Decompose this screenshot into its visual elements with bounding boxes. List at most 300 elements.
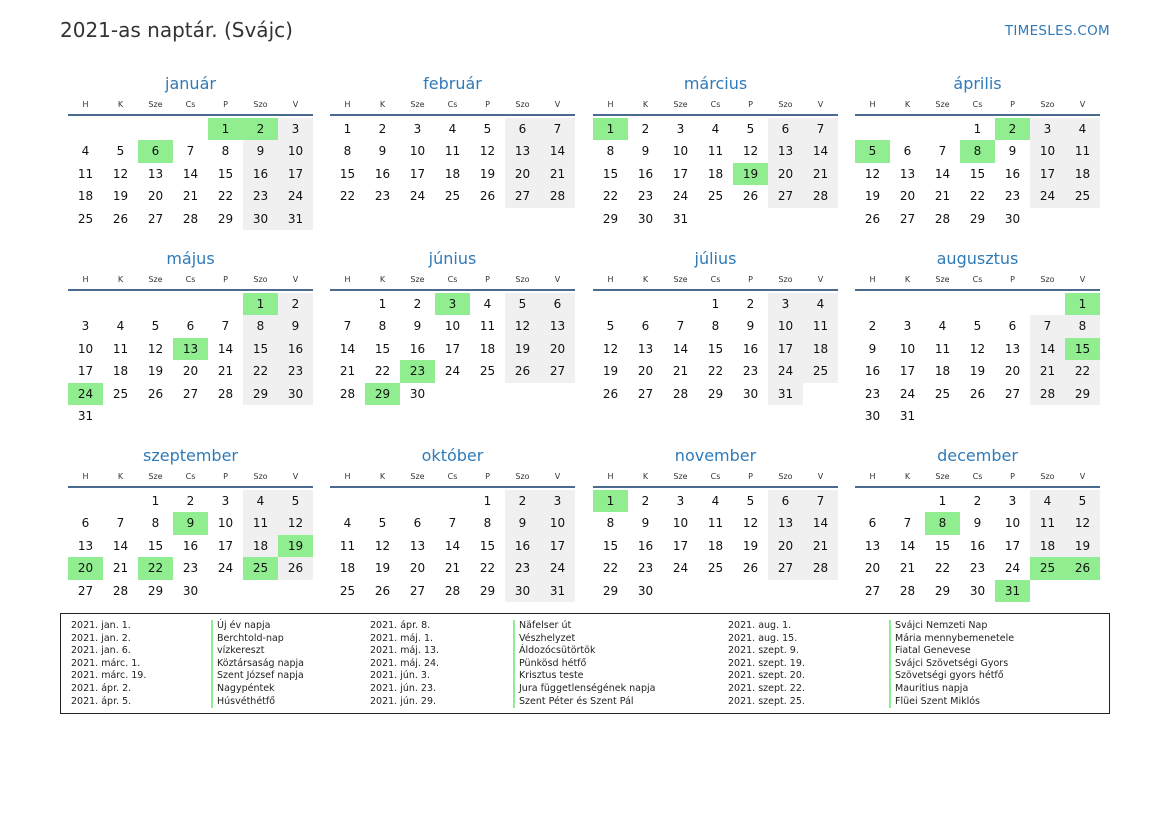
day-cell: 8 bbox=[151, 516, 160, 531]
day-cell: 3 bbox=[903, 319, 912, 334]
day-cell: 25 bbox=[112, 386, 129, 401]
day-cell: 8 bbox=[711, 319, 720, 334]
day-cell: 2 bbox=[641, 494, 650, 508]
weekday-label: K bbox=[904, 100, 911, 109]
holiday-day-cell: 1 bbox=[208, 118, 243, 140]
day-cell: 20 bbox=[768, 535, 803, 557]
day-grid bbox=[593, 118, 838, 230]
day-cell: 22 bbox=[374, 364, 391, 379]
day-cell: 25 bbox=[479, 364, 496, 379]
day-cell: 3 bbox=[676, 122, 685, 136]
day-cell: 29 bbox=[707, 386, 724, 401]
day-cell: 13 bbox=[540, 315, 575, 337]
weekday-header bbox=[855, 466, 1100, 488]
day-cell: 19 bbox=[374, 561, 391, 576]
day-cell: 30 bbox=[409, 386, 426, 401]
day-cell: 9 bbox=[278, 315, 313, 337]
day-cell: 20 bbox=[505, 163, 540, 185]
day-cell: 8 bbox=[343, 144, 352, 159]
day-cell: 28 bbox=[1030, 383, 1065, 405]
day-grid bbox=[330, 293, 575, 405]
month-name: január bbox=[165, 74, 216, 93]
day-cell: 17 bbox=[278, 163, 313, 185]
empty-cell bbox=[330, 490, 365, 512]
day-cell: 22 bbox=[602, 561, 619, 576]
day-cell: 15 bbox=[602, 538, 619, 553]
day-cell: 17 bbox=[409, 166, 426, 181]
day-cell: 28 bbox=[672, 386, 689, 401]
day-cell: 28 bbox=[803, 185, 838, 207]
weekday-label: P bbox=[1010, 275, 1015, 284]
weekday-label: Cs bbox=[447, 472, 458, 481]
empty-cell bbox=[925, 118, 960, 140]
day-cell: 8 bbox=[221, 144, 230, 159]
day-cell: 19 bbox=[742, 538, 759, 553]
empty-cell bbox=[925, 293, 960, 315]
day-cell: 20 bbox=[147, 189, 164, 204]
day-grid bbox=[855, 490, 1100, 602]
weekday-label: Sze bbox=[935, 100, 950, 109]
weekday-label: P bbox=[485, 100, 490, 109]
weekday-label: H bbox=[344, 100, 351, 109]
weekday-label: H bbox=[82, 100, 89, 109]
weekday-label: Szo bbox=[778, 472, 793, 481]
holiday-name: Vészhelyzet bbox=[513, 633, 655, 646]
holiday-day-cell: 29 bbox=[365, 383, 400, 405]
holiday-day-cell: 15 bbox=[1065, 338, 1100, 360]
weekday-label: Szo bbox=[515, 472, 530, 481]
holiday-date: 2021. szept. 20. bbox=[728, 670, 805, 682]
holiday-date: 2021. jan. 2. bbox=[71, 632, 131, 644]
day-cell: 22 bbox=[479, 561, 496, 576]
day-cell: 2 bbox=[186, 494, 195, 508]
day-grid bbox=[68, 118, 313, 230]
weekday-label: P bbox=[223, 275, 228, 284]
weekday-label: H bbox=[344, 275, 351, 284]
day-cell: 12 bbox=[602, 341, 619, 356]
day-cell: 7 bbox=[221, 319, 230, 334]
weekday-label: V bbox=[817, 472, 824, 481]
weekday-label: Cs bbox=[447, 100, 458, 109]
weekday-label: Sze bbox=[935, 275, 950, 284]
day-cell: 13 bbox=[1004, 341, 1021, 356]
day-cell: 10 bbox=[540, 512, 575, 534]
day-cell: 4 bbox=[448, 122, 457, 136]
day-cell: 13 bbox=[505, 140, 540, 162]
day-cell: 31 bbox=[278, 208, 313, 230]
day-cell: 9 bbox=[746, 319, 755, 334]
day-cell: 20 bbox=[540, 338, 575, 360]
holiday-name: Szövetségi gyors hétfő bbox=[889, 670, 1014, 683]
weekday-label: Cs bbox=[972, 472, 983, 481]
holiday-date: 2021. jún. 29. bbox=[370, 695, 437, 707]
day-cell: 20 bbox=[1004, 364, 1021, 379]
holiday-date: 2021. aug. 1. bbox=[728, 620, 792, 631]
day-cell: 2 bbox=[278, 293, 313, 315]
day-cell: 24 bbox=[768, 360, 803, 382]
day-cell: 19 bbox=[969, 364, 986, 379]
brand-link[interactable]: TIMESLES.COM bbox=[1004, 23, 1110, 39]
day-cell: 14 bbox=[899, 538, 916, 553]
holiday-day-cell: 25 bbox=[1030, 557, 1065, 579]
day-cell: 31 bbox=[768, 383, 803, 405]
day-cell: 23 bbox=[637, 561, 654, 576]
weekday-label: Szo bbox=[515, 275, 530, 284]
day-cell: 26 bbox=[742, 561, 759, 576]
holiday-dates-col-1 bbox=[71, 620, 146, 708]
empty-cell bbox=[960, 293, 995, 315]
holiday-name: vízkereszt bbox=[211, 645, 304, 658]
empty-cell bbox=[995, 293, 1030, 315]
weekday-label: P bbox=[223, 472, 228, 481]
day-cell: 25 bbox=[707, 189, 724, 204]
day-cell: 29 bbox=[243, 383, 278, 405]
day-cell: 15 bbox=[934, 538, 951, 553]
day-cell: 16 bbox=[409, 341, 426, 356]
day-cell: 18 bbox=[1030, 535, 1065, 557]
weekday-label: V bbox=[1079, 100, 1086, 109]
day-cell: 31 bbox=[672, 211, 689, 226]
holiday-name: Szent Péter és Szent Pál bbox=[513, 696, 655, 709]
day-cell: 29 bbox=[147, 583, 164, 598]
weekday-label: K bbox=[642, 472, 649, 481]
day-cell: 26 bbox=[505, 360, 540, 382]
day-cell: 7 bbox=[938, 144, 947, 159]
day-grid bbox=[855, 293, 1100, 427]
day-cell: 26 bbox=[147, 386, 164, 401]
weekday-label: H bbox=[607, 100, 614, 109]
day-cell: 29 bbox=[934, 583, 951, 598]
empty-cell bbox=[855, 118, 890, 140]
holiday-name: Näfelser út bbox=[513, 620, 655, 633]
day-cell: 18 bbox=[803, 338, 838, 360]
day-cell: 30 bbox=[182, 583, 199, 598]
weekday-header bbox=[68, 269, 313, 291]
day-cell: 18 bbox=[479, 341, 496, 356]
day-cell: 11 bbox=[77, 166, 94, 181]
day-cell: 18 bbox=[339, 561, 356, 576]
holiday-day-cell: 3 bbox=[435, 293, 470, 315]
day-cell: 31 bbox=[540, 580, 575, 602]
day-cell: 25 bbox=[934, 386, 951, 401]
day-cell: 11 bbox=[1030, 512, 1065, 534]
day-cell: 24 bbox=[217, 561, 234, 576]
day-cell: 10 bbox=[77, 341, 94, 356]
empty-cell bbox=[138, 293, 173, 315]
holiday-date: 2021. szept. 19. bbox=[728, 657, 805, 669]
day-cell: 12 bbox=[505, 315, 540, 337]
weekday-label: K bbox=[117, 472, 124, 481]
day-cell: 10 bbox=[444, 319, 461, 334]
day-cell: 9 bbox=[413, 319, 422, 334]
weekday-label: P bbox=[748, 100, 753, 109]
day-cell: 2 bbox=[413, 297, 422, 311]
holiday-name: Mária mennybemenetele bbox=[889, 633, 1014, 646]
day-cell: 1 bbox=[343, 122, 352, 136]
day-cell: 18 bbox=[444, 166, 461, 181]
day-cell: 14 bbox=[112, 538, 129, 553]
empty-cell bbox=[330, 293, 365, 315]
month-name: december bbox=[937, 446, 1018, 465]
day-cell: 20 bbox=[768, 163, 803, 185]
day-cell: 24 bbox=[672, 561, 689, 576]
day-cell: 18 bbox=[1065, 163, 1100, 185]
day-cell: 1 bbox=[378, 297, 387, 311]
day-cell: 12 bbox=[742, 516, 759, 531]
holiday-date: 2021. aug. 15. bbox=[728, 632, 798, 644]
month-name: augusztus bbox=[936, 249, 1019, 268]
day-cell: 3 bbox=[768, 293, 803, 315]
day-cell: 24 bbox=[1004, 561, 1021, 576]
weekday-label: Szo bbox=[253, 100, 268, 109]
month-10 bbox=[330, 446, 575, 602]
day-cell: 28 bbox=[540, 185, 575, 207]
day-cell: 13 bbox=[899, 166, 916, 181]
day-cell: 2 bbox=[505, 490, 540, 512]
holiday-date: 2021. ápr. 8. bbox=[370, 620, 431, 631]
day-cell: 3 bbox=[81, 319, 90, 334]
day-cell: 5 bbox=[483, 122, 492, 136]
day-cell: 17 bbox=[1030, 163, 1065, 185]
day-cell: 4 bbox=[343, 516, 352, 531]
weekday-label: Sze bbox=[148, 100, 163, 109]
empty-cell bbox=[138, 118, 173, 140]
day-cell: 15 bbox=[217, 166, 234, 181]
day-cell: 24 bbox=[672, 189, 689, 204]
weekday-label: P bbox=[223, 100, 228, 109]
day-cell: 15 bbox=[479, 538, 496, 553]
weekday-label: P bbox=[1010, 472, 1015, 481]
day-cell: 9 bbox=[243, 140, 278, 162]
holiday-date: 2021. máj. 13. bbox=[370, 645, 440, 657]
holiday-date: 2021. jan. 6. bbox=[71, 645, 131, 657]
weekday-header bbox=[855, 94, 1100, 116]
day-cell: 6 bbox=[413, 516, 422, 531]
weekday-label: V bbox=[292, 472, 299, 481]
weekday-label: V bbox=[817, 100, 824, 109]
day-cell: 18 bbox=[112, 364, 129, 379]
holiday-name: Pünkösd hétfő bbox=[513, 658, 655, 671]
day-cell: 19 bbox=[505, 338, 540, 360]
empty-cell bbox=[68, 118, 103, 140]
weekday-header bbox=[593, 466, 838, 488]
day-cell: 19 bbox=[112, 189, 129, 204]
day-cell: 7 bbox=[803, 490, 838, 512]
day-cell: 12 bbox=[969, 341, 986, 356]
empty-cell bbox=[68, 490, 103, 512]
day-cell: 1 bbox=[711, 297, 720, 311]
day-cell: 15 bbox=[243, 338, 278, 360]
day-cell: 22 bbox=[602, 189, 619, 204]
holiday-name: Új év napja bbox=[211, 620, 304, 633]
day-cell: 26 bbox=[742, 189, 759, 204]
day-cell: 27 bbox=[147, 211, 164, 226]
day-cell: 12 bbox=[864, 166, 881, 181]
weekday-label: Szo bbox=[778, 275, 793, 284]
day-cell: 19 bbox=[479, 166, 496, 181]
day-cell: 16 bbox=[505, 535, 540, 557]
day-cell: 26 bbox=[864, 211, 881, 226]
day-cell: 14 bbox=[339, 341, 356, 356]
holiday-day-cell: 8 bbox=[925, 512, 960, 534]
day-cell: 11 bbox=[444, 144, 461, 159]
empty-cell bbox=[593, 293, 628, 315]
holiday-name: Svájci Nemzeti Nap bbox=[889, 620, 1014, 633]
empty-cell bbox=[1030, 293, 1065, 315]
holiday-day-cell: 1 bbox=[1065, 293, 1100, 315]
day-cell: 26 bbox=[479, 189, 496, 204]
day-cell: 16 bbox=[243, 163, 278, 185]
weekday-header bbox=[593, 269, 838, 291]
day-cell: 30 bbox=[243, 208, 278, 230]
day-cell: 6 bbox=[903, 144, 912, 159]
day-cell: 20 bbox=[637, 364, 654, 379]
day-grid bbox=[593, 490, 838, 602]
weekday-label: Sze bbox=[148, 275, 163, 284]
day-cell: 10 bbox=[217, 516, 234, 531]
day-cell: 8 bbox=[606, 144, 615, 159]
weekday-label: K bbox=[642, 100, 649, 109]
day-cell: 28 bbox=[182, 211, 199, 226]
weekday-header bbox=[330, 466, 575, 488]
day-cell: 22 bbox=[1065, 360, 1100, 382]
weekday-label: Sze bbox=[148, 472, 163, 481]
empty-cell bbox=[855, 490, 890, 512]
day-cell: 2 bbox=[746, 297, 755, 311]
day-cell: 21 bbox=[112, 561, 129, 576]
day-cell: 10 bbox=[899, 341, 916, 356]
weekday-label: Sze bbox=[410, 472, 425, 481]
day-cell: 8 bbox=[1065, 315, 1100, 337]
day-cell: 5 bbox=[746, 122, 755, 136]
day-cell: 8 bbox=[378, 319, 387, 334]
weekday-label: P bbox=[1010, 100, 1015, 109]
day-cell: 21 bbox=[444, 561, 461, 576]
day-cell: 28 bbox=[934, 211, 951, 226]
day-cell: 17 bbox=[768, 338, 803, 360]
day-cell: 24 bbox=[444, 364, 461, 379]
weekday-label: Szo bbox=[1040, 472, 1055, 481]
day-cell: 29 bbox=[969, 211, 986, 226]
day-cell: 25 bbox=[339, 583, 356, 598]
holiday-name: Flüei Szent Miklós bbox=[889, 696, 1014, 709]
day-cell: 21 bbox=[1030, 360, 1065, 382]
day-grid bbox=[330, 490, 575, 602]
day-cell: 23 bbox=[637, 189, 654, 204]
day-cell: 18 bbox=[77, 189, 94, 204]
day-cell: 26 bbox=[112, 211, 129, 226]
holiday-name: Jura függetlenségének napja bbox=[513, 683, 655, 696]
weekday-label: H bbox=[607, 472, 614, 481]
day-cell: 14 bbox=[672, 341, 689, 356]
day-cell: 21 bbox=[803, 163, 838, 185]
day-cell: 23 bbox=[864, 386, 881, 401]
day-cell: 1 bbox=[938, 494, 947, 508]
day-cell: 11 bbox=[1065, 140, 1100, 162]
day-cell: 29 bbox=[602, 583, 619, 598]
holiday-name: Szent József napja bbox=[211, 670, 304, 683]
weekday-label: H bbox=[82, 275, 89, 284]
weekday-label: K bbox=[379, 275, 386, 284]
day-cell: 11 bbox=[803, 315, 838, 337]
day-cell: 20 bbox=[864, 561, 881, 576]
day-cell: 7 bbox=[186, 144, 195, 159]
day-cell: 7 bbox=[343, 319, 352, 334]
day-cell: 5 bbox=[1065, 490, 1100, 512]
day-cell: 20 bbox=[182, 364, 199, 379]
weekday-label: Cs bbox=[185, 275, 196, 284]
weekday-label: H bbox=[869, 275, 876, 284]
day-cell: 16 bbox=[969, 538, 986, 553]
day-cell: 10 bbox=[672, 516, 689, 531]
weekday-label: V bbox=[554, 275, 561, 284]
day-cell: 23 bbox=[243, 185, 278, 207]
weekday-label: Szo bbox=[778, 100, 793, 109]
day-cell: 7 bbox=[803, 118, 838, 140]
day-cell: 11 bbox=[243, 512, 278, 534]
day-cell: 6 bbox=[641, 319, 650, 334]
empty-cell bbox=[435, 490, 470, 512]
day-cell: 12 bbox=[278, 512, 313, 534]
day-grid bbox=[855, 118, 1100, 230]
weekday-label: K bbox=[117, 100, 124, 109]
day-cell: 11 bbox=[339, 538, 356, 553]
day-cell: 5 bbox=[606, 319, 615, 334]
holiday-name: Krisztus teste bbox=[513, 670, 655, 683]
empty-cell bbox=[663, 293, 698, 315]
weekday-label: Sze bbox=[673, 275, 688, 284]
day-cell: 15 bbox=[374, 341, 391, 356]
holiday-date: 2021. márc. 19. bbox=[71, 670, 147, 682]
day-cell: 3 bbox=[676, 494, 685, 508]
holiday-day-cell: 31 bbox=[995, 580, 1030, 602]
holiday-date: 2021. jún. 3. bbox=[370, 670, 431, 682]
day-cell: 3 bbox=[1030, 118, 1065, 140]
weekday-label: Sze bbox=[410, 100, 425, 109]
day-cell: 16 bbox=[182, 538, 199, 553]
day-cell: 15 bbox=[707, 341, 724, 356]
day-cell: 21 bbox=[339, 364, 356, 379]
weekday-label: Szo bbox=[1040, 100, 1055, 109]
day-cell: 9 bbox=[641, 144, 650, 159]
day-cell: 13 bbox=[637, 341, 654, 356]
day-cell: 28 bbox=[112, 583, 129, 598]
day-cell: 30 bbox=[637, 583, 654, 598]
day-cell: 3 bbox=[413, 122, 422, 136]
empty-cell bbox=[68, 293, 103, 315]
day-cell: 3 bbox=[540, 490, 575, 512]
holiday-date: 2021. jún. 23. bbox=[370, 682, 437, 694]
day-cell: 16 bbox=[1004, 166, 1021, 181]
holiday-name: Svájci Szövetségi Gyors bbox=[889, 658, 1014, 671]
day-cell: 19 bbox=[602, 364, 619, 379]
weekday-label: V bbox=[1079, 472, 1086, 481]
day-cell: 15 bbox=[602, 166, 619, 181]
day-cell: 6 bbox=[1008, 319, 1017, 334]
month-name: április bbox=[953, 74, 1002, 93]
page-title: 2021-as naptár. (Svájc) bbox=[60, 18, 293, 42]
day-cell: 9 bbox=[641, 516, 650, 531]
day-cell: 10 bbox=[278, 140, 313, 162]
day-cell: 10 bbox=[672, 144, 689, 159]
day-cell: 9 bbox=[973, 516, 982, 531]
holiday-day-cell: 1 bbox=[593, 490, 628, 512]
day-cell: 20 bbox=[409, 561, 426, 576]
day-cell: 13 bbox=[768, 140, 803, 162]
weekday-label: P bbox=[748, 472, 753, 481]
day-cell: 27 bbox=[540, 360, 575, 382]
day-cell: 13 bbox=[864, 538, 881, 553]
